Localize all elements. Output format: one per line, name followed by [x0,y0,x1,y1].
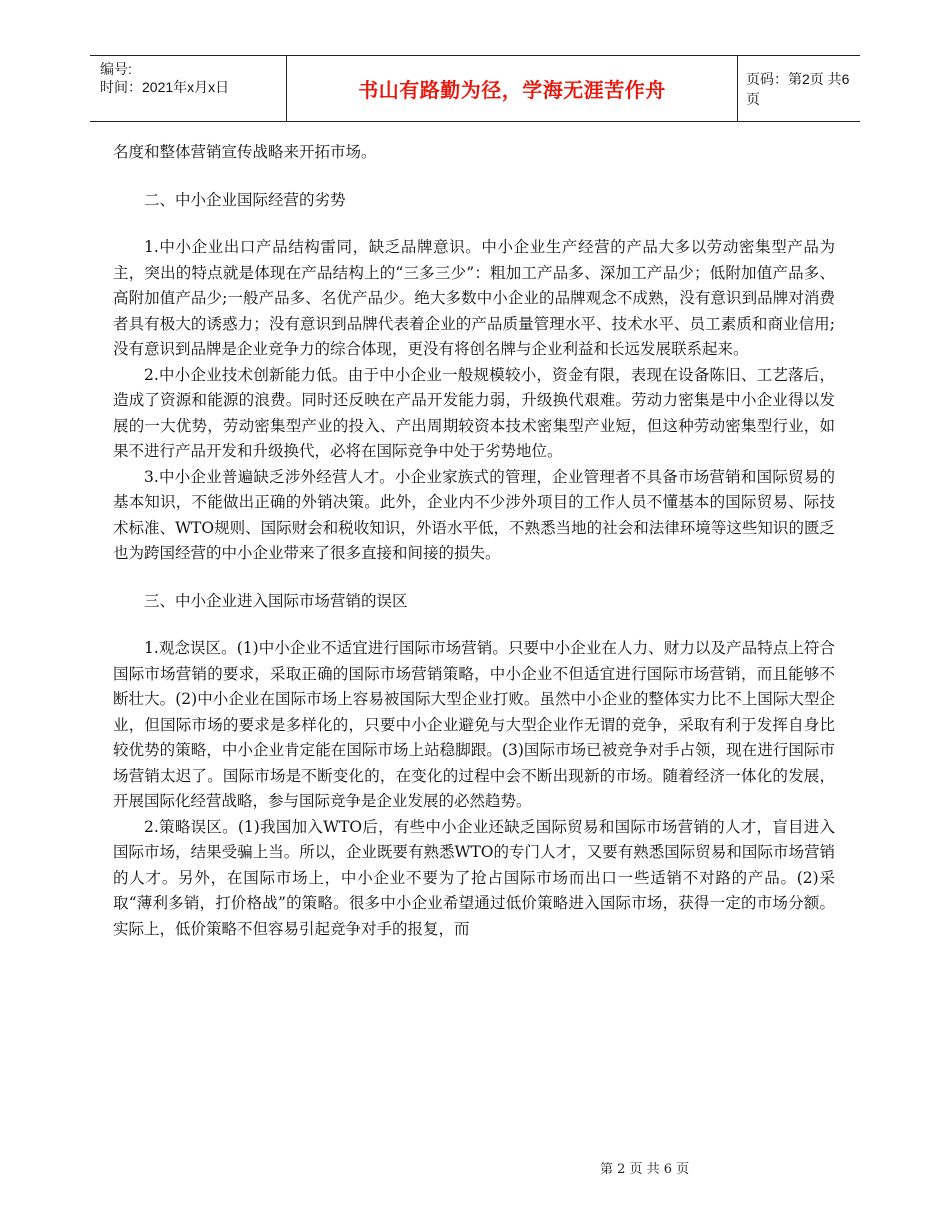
time-label: 时间：2021年x月x日 [100,79,230,95]
paragraph: 2.策略误区。(1)我国加入WTO后，有些中小企业还缺乏国际贸易和国际市场营销的人才，盲目进入国际市场，结果受骗上当。所以，企业既要有熟悉WTO的专门人才，又要有熟悉国际贸易和国际市场营销的人才。另外，在国际市场上，中小企业不要为了抢占国际市场而出口一些适销不对路的产品。(2)采取“薄利多销，打价格战”的策略。很多中小企业希望通过低价策略进入国际市场，获得一定的市场分额。实际上，低价策略不但容易引起竞争对手的报复，而 [113,817,835,938]
header-motto: 书山有路勤为径，学海无涯苦作舟 [286,56,738,121]
paragraph: 2.中小企业技术创新能力低。由于中小企业一般规模较小，资金有限，表现在设备陈旧、工艺落后，造成了资源和能源的浪费。同时还反映在产品开发能力弱，升级换代艰难。劳动力密集是中小企业得以发展的一大优势，劳动密集型产业的投入、产出周期较资本技术密集型产业短，但这种劳动密集型行业，如果不进行产品开发和升级换代，必将在国际竞争中处于劣势地位。 [113,365,835,460]
paragraph: 3.中小企业普遍缺乏涉外经营人才。小企业家族式的管理，企业管理者不具备市场营销和国际贸易的基本知识，不能做出正确的外销决策。此外，企业内不少涉外项目的工作人员不懂基本的国际贸易、际技术标准、WTO规则、国际财会和税收知识，外语水平低，不熟悉当地的社会和法律环境等这些知识的匮乏也为跨国经营的中小企业带来了很多直接和间接的损失。 [113,467,835,562]
section-heading-2: 二、中小企业国际经营的劣势 [144,190,346,209]
code-label: 编号: [100,61,132,77]
header-page-label: 页码：第2页 共6页 [746,70,850,107]
header-meta [100,60,229,96]
paragraph-continuation: 名度和整体营销宣传战略来开拓市场。 [113,143,377,161]
paragraph: 1.中小企业出口产品结构雷同，缺乏品牌意识。中小企业生产经营的产品大多以劳动密集型产品为主，突出的特点就是体现在产品结构上的“三多三少”：粗加工产品多、深加工产品少；低附加值产品多、高附加值产品少;一般产品多、名优产品少。绝大多数中小企业的品牌观念不成熟，没有意识到品牌对消费者具有极大的诱惑力；没有意识到品牌代表着企业的产品质量管理水平、技术水平、员工素质和商业信用;没有意识到品牌是企业竞争力的综合体现，更没有将创名牌与企业利益和长远发展联系起来。 [113,238,835,358]
paragraph: 1.观念误区。(1)中小企业不适宜进行国际市场营销。只要中小企业在人力、财力以及产品特点上符合国际市场营销的要求，采取正确的国际市场营销策略，中小企业不但适宜进行国际市场营销，而且能够不断壮大。(2)中小企业在国际市场上容易被国际大型企业打败。虽然中小企业的整体实力比不上国际大型企业，但国际市场的要求是多样化的，只要中小企业避免与大型企业作无谓的竞争，采取有利于发挥自身比较优势的策略，中小企业肯定能在国际市场上站稳脚跟。(3)国际市场已被竞争对手占领，现在进行国际市场营销太迟了。国际市场是不断变化的，在变化的过程中会不断出现新的市场。随着经济一体化的发展，开展国际化经营战略，参与国际竞争是企业发展的必然趋势。 [113,639,835,810]
section-heading-3: 三、中小企业进入国际市场营销的误区 [144,591,408,610]
page-header [90,55,860,122]
page-footer: 第 2 页 共 6 页 [600,1162,690,1177]
document-body [113,140,835,942]
